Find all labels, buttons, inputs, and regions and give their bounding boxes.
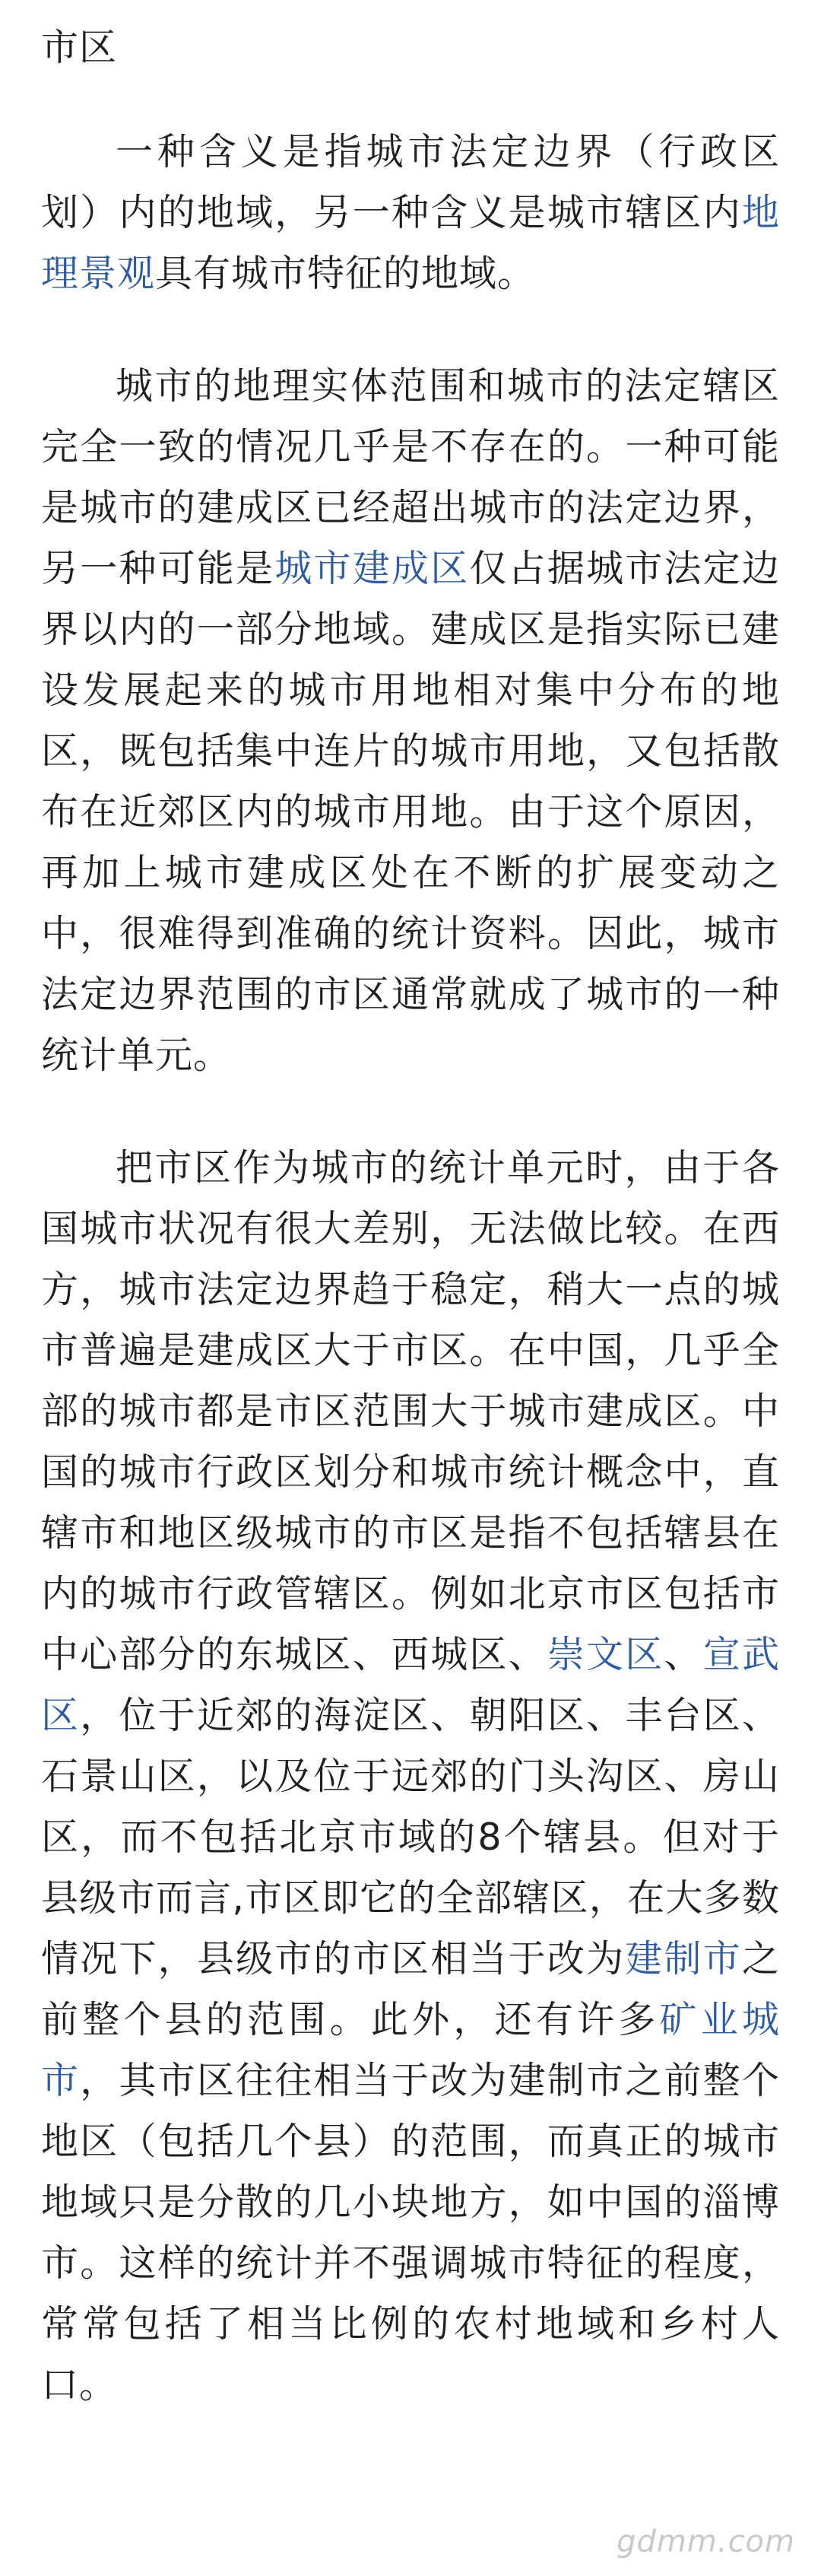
paragraph-statistical-unit xyxy=(41,1138,780,2416)
link-geographic-landscape[interactable]: 地理景观 xyxy=(41,191,780,295)
section-heading: 市区 xyxy=(41,26,118,69)
paragraph-text: 、 xyxy=(664,1633,703,1676)
paragraph-text: 一种含义是指城市法定边界（行政区划）内的地域，另一种含义是城市辖区内 xyxy=(41,130,780,234)
article-content xyxy=(41,0,780,2416)
link-urban-built-up-area[interactable]: 城市建成区 xyxy=(274,547,470,590)
link-designated-city[interactable]: 建制市 xyxy=(625,1937,742,1980)
paragraph-built-up-area xyxy=(41,356,780,1086)
paragraph-definition xyxy=(41,122,780,304)
paragraph-text: 仅占据城市法定边界以内的一部分地域。建成区是指实际已建设发展起来的城市用地相对集中分布的地区，既包括集中连片的城市用地，又包括散布在近郊区内的城市用地。由于这个原因，再加上城市建成区处在不断的扩展变动之中，很难得到准确的统计资料。因此，城市法定边界范围的市区通常就成了城市的一种统计单元。 xyxy=(41,547,780,1077)
paragraph-text: 之前整个县的范围。此外，还有许多 xyxy=(41,1937,780,2041)
link-chongwen-district[interactable]: 崇文区 xyxy=(547,1633,664,1676)
paragraph-text: 把市区作为城市的统计单元时，由于各国城市状况有很大差别，无法做比较。在西方，城市法定边界趋于稳定，稍大一点的城市普遍是建成区大于市区。在中国，几乎全部的城市都是市区范围大于城市建成区。中国的城市行政区划分和城市统计概念中，直辖市和地区级城市的市区是指不包括辖县在内的城市行政管辖区。例如北京市区包括市中心部分的东城区、西城区、 xyxy=(41,1146,780,1676)
link-mining-city[interactable]: 矿业城市 xyxy=(41,1998,780,2102)
paragraph-text: 具有城市特征的地域。 xyxy=(155,252,536,295)
paragraph-text: ，其市区往往相当于改为建制市之前整个地区（包括几个县）的范围，而真正的城市地域只是分散的几小块地方，如中国的淄博市。这样的统计并不强调城市特征的程度，常常包括了相当比例的农村地域和乡村人口。 xyxy=(41,2059,780,2406)
paragraph-text: ，位于近郊的海淀区、朝阳区、丰台区、石景山区，以及位于远郊的门头沟区、房山区，而不包括北京市域的8个辖县。但对于县级市而言,市区即它的全部辖区，在大多数情况下，县级市的市区相当于改为 xyxy=(41,1694,780,1980)
link-xuanwu-district[interactable]: 宣武区 xyxy=(41,1633,780,1737)
site-watermark: gdmm.com xyxy=(617,2524,795,2559)
paragraph-text: 城市的地理实体范围和城市的法定辖区完全一致的情况几乎是不存在的。一种可能是城市的建成区已经超出城市的法定边界，另一种可能是 xyxy=(41,364,780,590)
